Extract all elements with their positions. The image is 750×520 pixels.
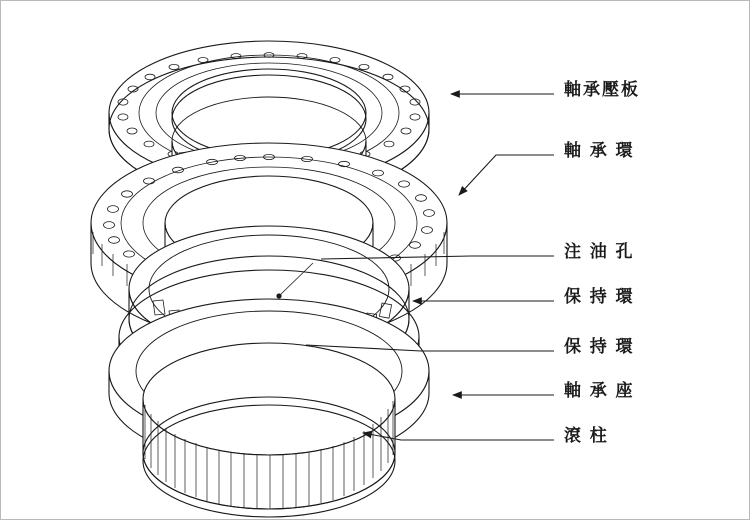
callout-label-roller: 滾 柱	[564, 426, 609, 445]
callout-label-retaining-ring-upper: 保 持 環	[564, 287, 635, 306]
callout-label-bearing-ring: 軸 承 環	[564, 141, 635, 160]
callout-label-retaining-ring-lower: 保 持 環	[564, 337, 635, 356]
callout-label-bearing-pressure-plate: 軸承壓板	[564, 80, 640, 99]
callout-label-oil-hole: 注 油 孔	[564, 242, 635, 261]
leader-bearing-ring	[459, 155, 554, 195]
part-lower-bearing-seat	[109, 299, 429, 517]
callout-label-bearing-seat: 軸 承 座	[564, 381, 635, 400]
